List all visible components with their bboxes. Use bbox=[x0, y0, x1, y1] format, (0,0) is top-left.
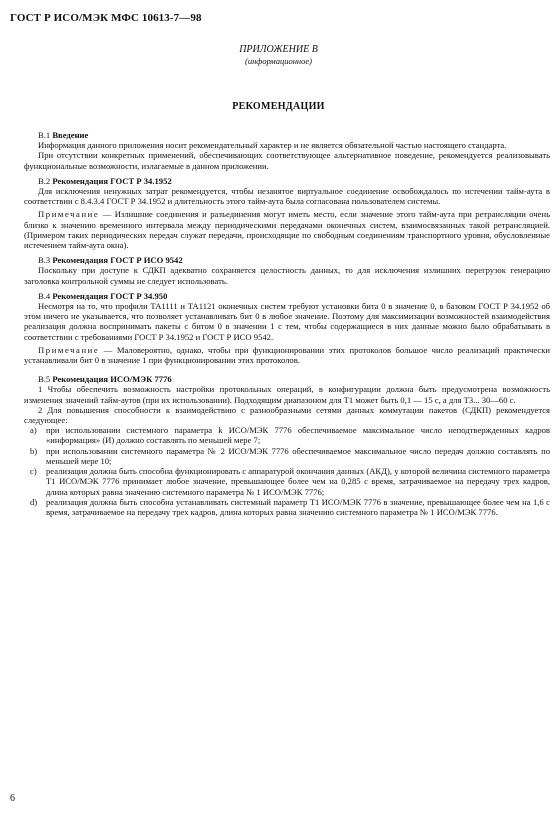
section-heading-b1 bbox=[24, 130, 550, 140]
list-marker: a) bbox=[30, 425, 37, 436]
section-heading-b3 bbox=[24, 255, 550, 265]
list-item-text: при использовании системного параметра № 2 ИСО/МЭК 7776 обеспечиваемое максимальное число передач должно составлять по меньшей мере 10; bbox=[46, 445, 550, 466]
list-item bbox=[24, 497, 550, 517]
appendix-title: ПРИЛОЖЕНИЕ В bbox=[239, 44, 318, 55]
list-item-text: реализация должна быть способна устанавливать системный параметр Т1 ИСО/МЭК 7776 в значение, превышающее более чем на 1,6 с время, затрачиваемое на передачу трех кадров, длина которых равна значению системного параметра № 1 ИСО/МЭК 7776. bbox=[46, 496, 550, 517]
document-title: РЕКОМЕНДАЦИИ bbox=[232, 101, 325, 112]
document-body bbox=[24, 125, 550, 517]
section-title: Рекомендация ИСО/МЭК 7776 bbox=[52, 374, 172, 385]
running-header: ГОСТ Р ИСО/МЭК МФС 10613-7—98 bbox=[10, 12, 202, 24]
section-number: В.2 bbox=[38, 175, 53, 186]
list-item-text: реализация должна быть способна функционировать с аппаратурой окончания данных (АКД), у которой величина системного параметра Т1 ИСО/МЭК 7776 принимает любое значение, превышающее более чем на 0,285 с время, затрачиваемое на передачу трех кадров, длина которых равна значению системного параметра № 1 ИСО/МЭК 7776; bbox=[46, 466, 550, 497]
section-title: Рекомендация ГОСТ Р 34.950 bbox=[52, 290, 168, 301]
section-number: В.4 bbox=[38, 290, 53, 301]
list-marker: c) bbox=[30, 466, 37, 477]
appendix-subtitle: (информационное) bbox=[244, 56, 312, 66]
section-number: В.3 bbox=[38, 255, 53, 266]
paragraph: 1 Чтобы обеспечить возможность настройки протокольных операций, в конфигурации должна быть предусмотрена возможность изменения значений тайм-аутов (при их использовании). Подходящим диапазоном для Т1 может быть 0,1 — 15 с, а для Т3... 30—60 с. bbox=[24, 384, 550, 405]
section-heading-b4 bbox=[24, 291, 550, 301]
section-title: Рекомендация ГОСТ Р 34.1952 bbox=[52, 175, 172, 186]
note-text: — Излишние соединения и разъединения могут иметь место, если значение этого тайм-аута при ретрансляции очень близко к значению временного интервала между периодическими передачами оконечных систем, взаимосвязанных такой ретрансляцией. (Примером таких периодических передач служат передачи, происходящие по свободным соединениям транспортного уровня, обусловленные истечением тайм-аута окна). bbox=[24, 209, 550, 251]
section-title: Введение bbox=[52, 130, 89, 140]
section-title: Рекомендация ГОСТ Р ИСО 9542 bbox=[52, 255, 183, 266]
paragraph: При отсутствии конкретных применений, обеспечивающих соответствующее альтернативное поведение, рекомендуется реализовывать функциональные возможности, излагаемые в данном приложении. bbox=[24, 150, 550, 171]
paragraph: Информация данного приложения носит рекомендательный характер и не является обязательной частью настоящего стандарта. bbox=[38, 140, 507, 151]
section-heading-b5 bbox=[24, 374, 550, 384]
section-heading-b2 bbox=[24, 176, 550, 186]
list-marker: d) bbox=[30, 496, 38, 507]
section-number: В.5 bbox=[38, 374, 53, 385]
section-number: В.1 bbox=[38, 130, 53, 140]
paragraph: 2 Для повышения способности к взаимодействию с разнообразными сетями данных коммутации пакетов (СДКП) рекомендуется следующее: bbox=[24, 404, 550, 426]
list-item bbox=[24, 425, 550, 445]
list-item bbox=[24, 466, 550, 497]
paragraph: Несмотря на то, что профили ТА1111 и ТА1121 оконечных систем требуют установки бита 0 в значение 0, в базовом ГОСТ Р 34.1952 об этом ничего не указывается, что позволяет устанавливать бит 0 в любое значение. Поэтому для максимизации возможностей взаимодействия реализация должна воспринимать пакеты с битом 0 в значении 1 с тем, чтобы содержащиеся в них данные можно было обрабатывать в соответствии с требованиями ГОСТ Р 34.1952 и ГОСТ Р ИСО 9542. bbox=[24, 301, 550, 342]
note-paragraph bbox=[24, 345, 550, 365]
note-text: — Маловероятно, однако, чтобы при функционировании этих протоколов большое число реализаций практически устанавливали бит 0 в значение 1 при функционировании этих протоколов. bbox=[24, 344, 550, 366]
list-item-text: при использовании системного параметра k ИСО/МЭК 7776 обеспечиваемое максимальное число неподтвержденных кадров «информация» (И) должно составлять по меньшей мере 7; bbox=[46, 425, 550, 446]
note-label: Примечание bbox=[38, 209, 100, 220]
recommendation-list bbox=[24, 425, 550, 517]
list-item bbox=[24, 446, 550, 466]
list-marker: b) bbox=[30, 445, 38, 456]
note-label: Примечание bbox=[38, 344, 100, 355]
paragraph: Для исключения ненужных затрат рекомендуется, чтобы незанятое виртуальное соединение освобождалось по истечении тайм-аута в соответствии с 8.4.3.4 ГОСТ Р 34.1952 и длительность этого тайм-аута была согласована пользователем системы. bbox=[24, 186, 550, 207]
note-paragraph bbox=[24, 209, 550, 250]
paragraph: Поскольку при доступе к СДКП адекватно сохраняется целостность данных, то для исключения излишних перегрузок генерацию заголовка контрольной суммы не следует использовать. bbox=[24, 265, 550, 286]
page-number: 6 bbox=[10, 793, 15, 804]
